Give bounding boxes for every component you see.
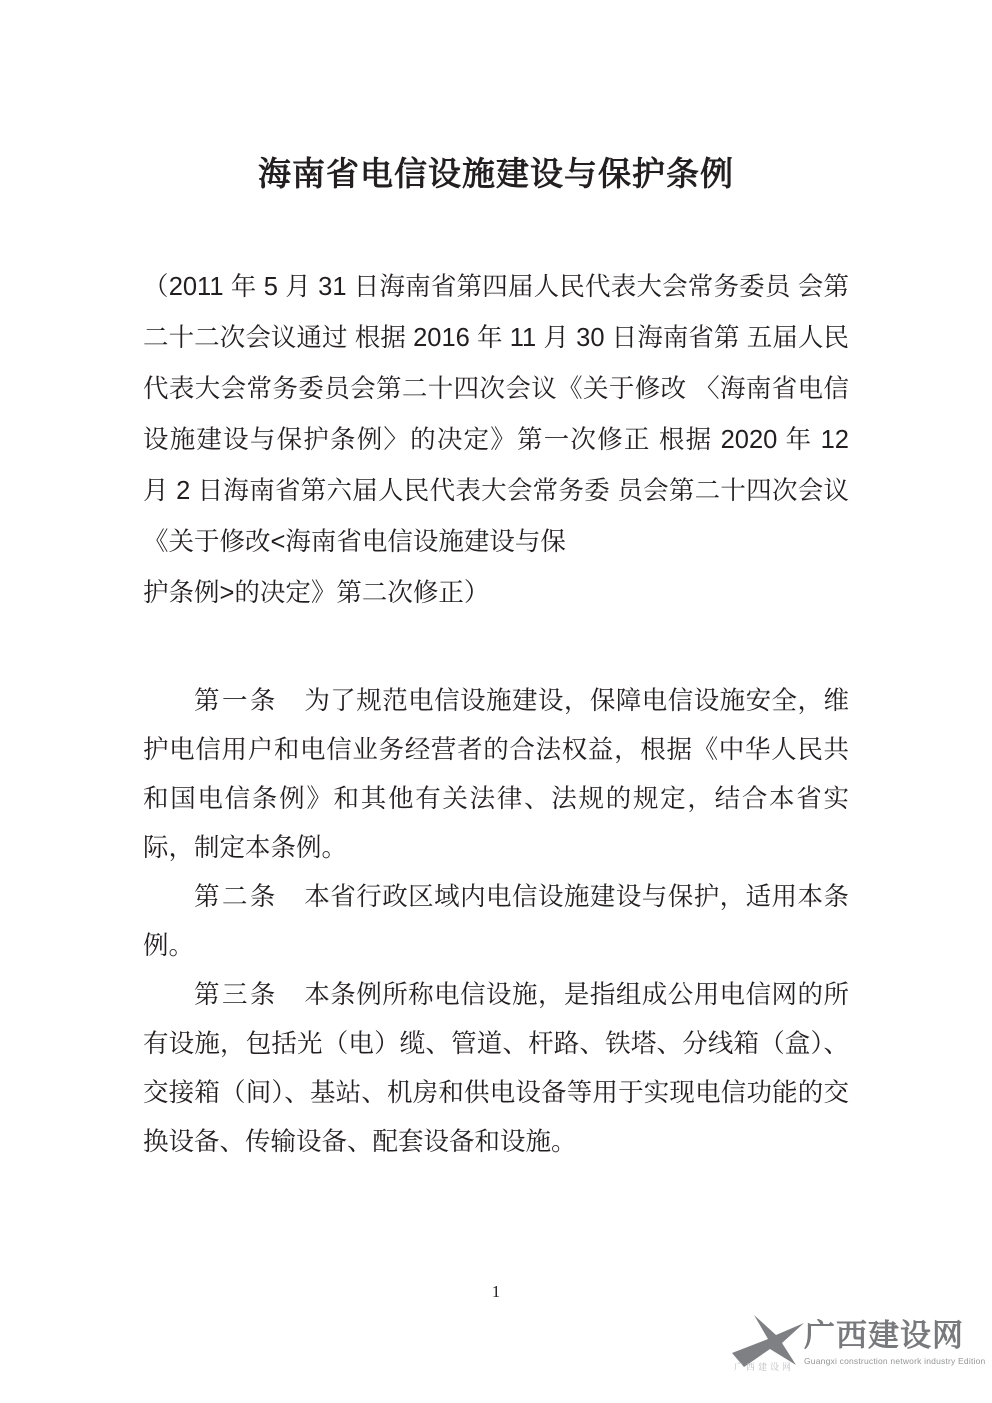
articles-body xyxy=(143,676,849,1166)
preamble-block xyxy=(143,262,849,619)
watermark-main-text: 广西建设网 xyxy=(804,1317,964,1353)
watermark-text xyxy=(804,1319,985,1366)
star-icon xyxy=(724,1309,810,1375)
watermark-sub-text: Guangxi construction network industry Edition xyxy=(804,1355,986,1366)
preamble-line-6: 员会第二十四次会议《关于修改<海南省电信设施建设与保 xyxy=(143,477,849,556)
page-number: 1 xyxy=(491,1282,501,1301)
article-3 xyxy=(143,970,849,1166)
preamble-line-1: （2011 年 5 月 31 日海南省第四届人民代表大会常务委员 xyxy=(143,273,791,301)
article-1-number: 第一条 xyxy=(194,686,278,715)
preamble-line-5: 根据 2020 年 12 月 2 日海南省第六届人民代表大会常务委 xyxy=(143,426,849,505)
article-3-number: 第三条 xyxy=(194,980,278,1009)
article-2-number: 第二条 xyxy=(194,882,278,911)
preamble-line-7: 护条例>的决定》第二次修正） xyxy=(143,579,490,607)
page-title: 海南省电信设施建设与保护条例 xyxy=(258,155,734,192)
watermark-small-text: 广西建设网 xyxy=(734,1362,795,1372)
article-2 xyxy=(143,872,849,970)
watermark xyxy=(724,1303,986,1381)
article-1 xyxy=(143,676,849,872)
article-3-text: 本条例所称电信设施，是指组成公用电信网的所有设施，包括光（电）缆、管道、杆路、铁塔、分线箱（盒）、交接箱（间）、基站、机房和供电设备等用于实现电信功能的交换设备、传输设备、配套设备和设施。 xyxy=(143,980,849,1156)
article-2-text: 本省行政区域内电信设施建设与保护，适用本条例。 xyxy=(143,882,849,960)
preamble-line-4: 〈海南省电信设施建设与保护条例〉的决定》第一次修正 xyxy=(143,375,849,454)
preamble-line-2: 会第二十二次会议通过 根据 2016 年 11 月 30 日海南省第 xyxy=(143,273,849,352)
preamble-line-3: 五届人民代表大会常务委员会第二十四次会议《关于修改 xyxy=(143,324,849,403)
article-1-text: 为了规范电信设施建设，保障电信设施安全，维护电信用户和电信业务经营者的合法权益，根据《中华人民共和国电信条例》和其他有关法律、法规的规定，结合本省实际，制定本条例。 xyxy=(143,686,849,862)
